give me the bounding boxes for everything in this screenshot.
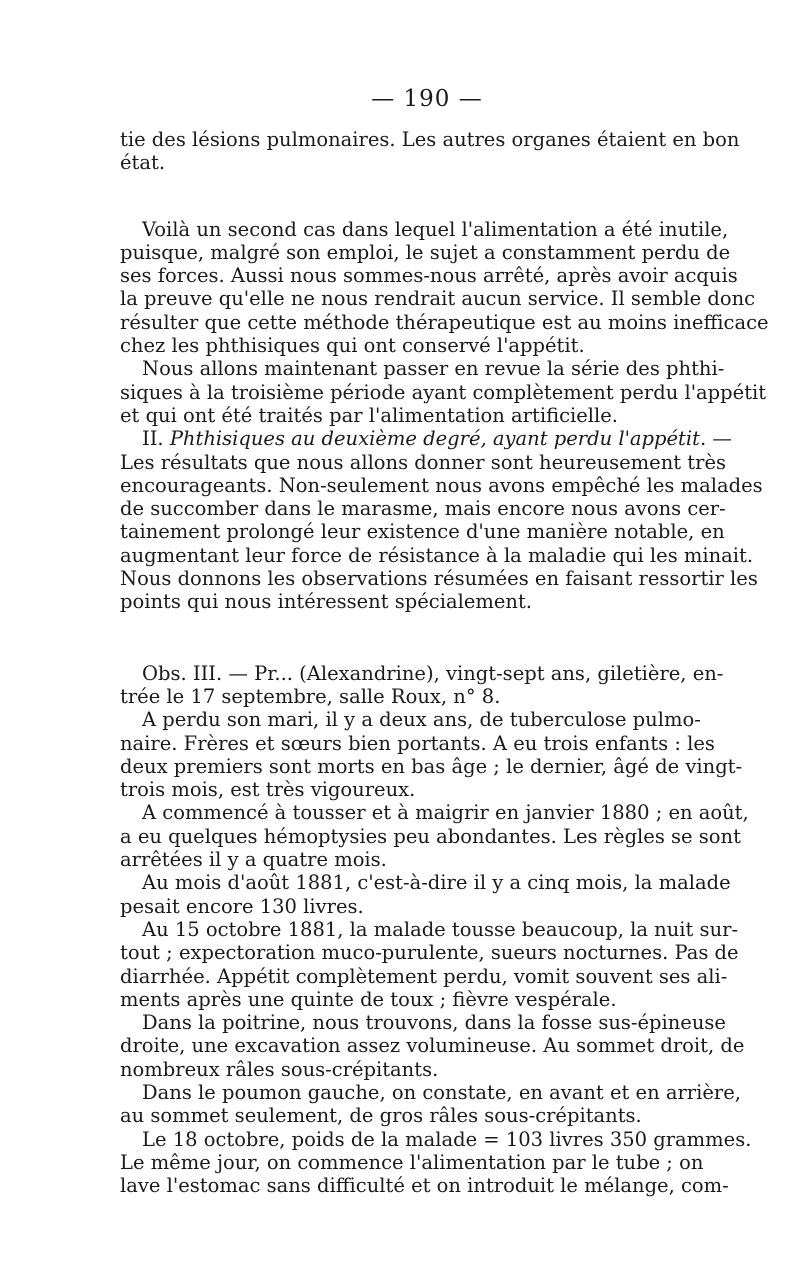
text-line: de succomber dans le marasme, mais encore nous avons cer- [120,497,726,521]
text-line: puisque, malgré son emploi, le sujet a constamment perdu de [120,240,731,264]
text-line: droite, une excavation assez volumineuse. Au sommet droit, de [120,1034,745,1058]
text-line: Le 18 octobre, poids de la malade = 103 livres 350 grammes. [142,1127,752,1151]
text-line: A commencé à tousser et à maigrir en janvier 1880 ; en août, [142,801,749,825]
paragraph [120,708,743,802]
text-line: arrêtées il y a quatre mois. [120,848,387,872]
text-line: trée le 17 septembre, salle Roux, n° 8. [120,684,501,708]
paragraph [120,871,731,918]
section-dash: — [706,427,732,451]
text-line: A perdu son mari, il y a deux ans, de tuberculose pulmo- [142,708,701,732]
text-line: ses forces. Aussi nous sommes-nous arrêté, après avoir acquis [120,264,738,288]
text-line: Au mois d'août 1881, c'est-à-dire il y a cinq mois, la malade [142,871,731,895]
paragraph [120,217,769,358]
paragraph [120,917,739,1011]
paragraph [120,1011,745,1081]
text-line: deux premiers sont morts en bas âge ; le dernier, âgé de vingt- [120,754,743,778]
text-line: Au 15 octobre 1881, la malade tousse beaucoup, la nuit sur- [142,917,739,941]
observation-header [120,661,724,709]
text-line: trois mois, est très vigoureux. [120,778,416,802]
text-line: Dans le poumon gauche, on constate, en avant et en arrière, [142,1080,741,1104]
text-line: lave l'estomac sans difficulté et on introduit le mélange, com- [120,1174,729,1198]
paragraph [120,1127,752,1198]
paragraph [120,357,767,427]
section-heading-line [120,427,732,451]
text-line: siques à la troisième période ayant complètement perdu l'appétit [120,380,767,404]
paragraph-continuation [120,128,740,175]
text-line: résulter que cette méthode thérapeutique est au moins inefficace [120,310,769,334]
text-line: tie des lésions pulmonaires. Les autres organes étaient en bon [120,128,740,151]
text-line: augmentant leur force de résistance à la maladie qui les minait. [120,543,754,567]
paragraph [120,801,749,872]
text-line: Le même jour, on commence l'alimentation par le tube ; on [120,1150,704,1174]
paragraph-gap [120,175,684,218]
text-line: état. [120,151,166,175]
text-line: Obs. III. — Pr... (Alexandrine), vingt-sept ans, giletière, en- [142,661,724,685]
text-line: et qui ont été traités par l'alimentation artificielle. [120,403,618,427]
text-line: Voilà un second cas dans lequel l'alimentation a été inutile, [142,217,729,241]
text-line: encourageants. Non-seulement nous avons empêché les malades [120,473,763,497]
text-line: naire. Frères et sœurs bien portants. A eu trois enfants : les [120,731,715,755]
text-line: points qui nous intéressent spécialement. [120,590,532,614]
text-line: Les résultats que nous allons donner sont heureusement très [120,450,727,474]
page-number: — 190 — [371,86,483,112]
text-line: chez les phthisiques qui ont conservé l'appétit. [120,334,585,358]
text-line: pesait encore 130 livres. [120,894,364,918]
text-line: tout ; expectoration muco-purulente, sueurs nocturnes. Pas de [120,941,739,965]
text-line: Nous allons maintenant passer en revue la série des phthi- [142,357,725,381]
text-line: au sommet seulement, de gros râles sous-crépitants. [120,1104,642,1128]
text-line: a eu quelques hémoptysies peu abondantes. Les règles se sont [120,824,741,848]
section-paragraph [120,427,763,614]
section-title: Phthisiques au deuxième degré, ayant perdu l'appétit. [169,427,707,451]
text-line: tainement prolongé leur existence d'une manière notable, en [120,520,725,544]
text-line: ments après une quinte de toux ; fièvre vespérale. [120,987,617,1011]
paragraph-gap [120,614,684,662]
text-line: Dans la poitrine, nous trouvons, dans la fosse sus-épineuse [142,1011,726,1035]
text-line: la preuve qu'elle ne nous rendrait aucun service. Il semble donc [120,287,756,311]
page [120,86,769,1198]
paragraph [120,1080,741,1128]
text-line: Nous donnons les observations résumées en faisant ressortir les [120,567,758,591]
text-line: diarrhée. Appétit complètement perdu, vomit souvent ses ali- [120,964,728,988]
section-number: II. [142,427,170,451]
text-line: nombreux râles sous-crépitants. [120,1057,439,1081]
